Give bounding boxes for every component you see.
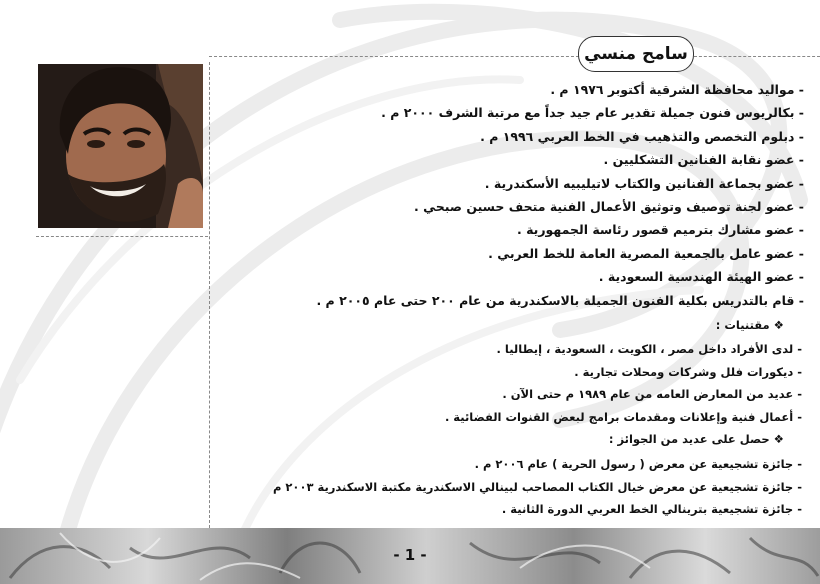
bio-item: - بكالريوس فنون جميلة تقدير عام جيد جداً مع مرتبة الشرف ٢٠٠٠ م .: [381, 105, 804, 121]
bio-item: - عضو بجماعة الفنانين والكتاب لاتيليبيه الأسكندرية .: [484, 175, 804, 191]
acquisition-item: - أعمال فنية وإعلانات ومقدمات برامج لبعض القنوات الفضائية .: [444, 409, 802, 424]
top-right-dashed-rule: [694, 56, 820, 57]
acquisitions-list: [220, 338, 802, 428]
bio-item: - مواليد محافظة الشرقية أكتوبر ١٩٧٦ م .: [550, 82, 804, 97]
bio-item: - عضو لجنة توصيف وتوثيق الأعمال الفنية متحف حسين صبحي .: [414, 198, 804, 214]
bio-item: - دبلوم التخصص والتذهيب في الخط العربي ١٩٩٦ م .: [480, 128, 804, 144]
page-number: - 1 -: [393, 546, 427, 564]
vertical-dashed-divider: [209, 62, 210, 528]
acquisition-item: - ديكورات فلل وشركات ومحلات تجارية .: [574, 364, 802, 379]
artist-name-badge: سامح منسي: [578, 36, 694, 72]
bio-item: - عضو نقابة الفنانين التشكليين .: [603, 152, 804, 168]
bio-item: - قام بالتدريس بكلية الفنون الجميلة بالاسكندرية من عام ٢٠٠ حتى عام ٢٠٠٥ م .: [316, 292, 804, 308]
award-item: - جائزة تشجيعية عن معرض خيال الكتاب المصاحب لبينالي الاسكندرية مكتبة الاسكندرية ٢٠٠٣ م: [272, 479, 802, 494]
awards-heading: ❖ حصل على عديد من الجوائز :: [608, 432, 784, 446]
bio-item: - عضو عامل بالجمعية المصرية العامة للخط العربي .: [488, 245, 804, 261]
portrait-illustration: [38, 64, 203, 228]
award-item: - جائزة تشجيعية عن معرض ( رسول الحرية ) عام ٢٠٠٦ م .: [474, 457, 802, 471]
bio-item: - عضو الهيئة الهندسية السعودية .: [598, 269, 804, 285]
photo-dashed-rule: [36, 236, 208, 237]
portrait-photo: [38, 64, 203, 228]
acquisition-item: - عديد من المعارض العامه من عام ١٩٨٩ م حتى الآن .: [502, 387, 802, 401]
top-dashed-rule: [209, 56, 579, 57]
acquisition-item: - لدى الأفراد داخل مصر ، الكويت ، السعودية ، إيطاليا .: [496, 342, 802, 356]
award-item: - جائزة تشجيعية بترينالي الخط العربي الدورة الثانية .: [501, 502, 802, 516]
awards-list: [220, 453, 802, 521]
bio-item: - عضو مشارك بترميم قصور رئاسة الجمهورية .: [516, 222, 804, 238]
biography-list: [220, 78, 804, 312]
acquisitions-heading: ❖ مقتنيات :: [715, 318, 784, 332]
